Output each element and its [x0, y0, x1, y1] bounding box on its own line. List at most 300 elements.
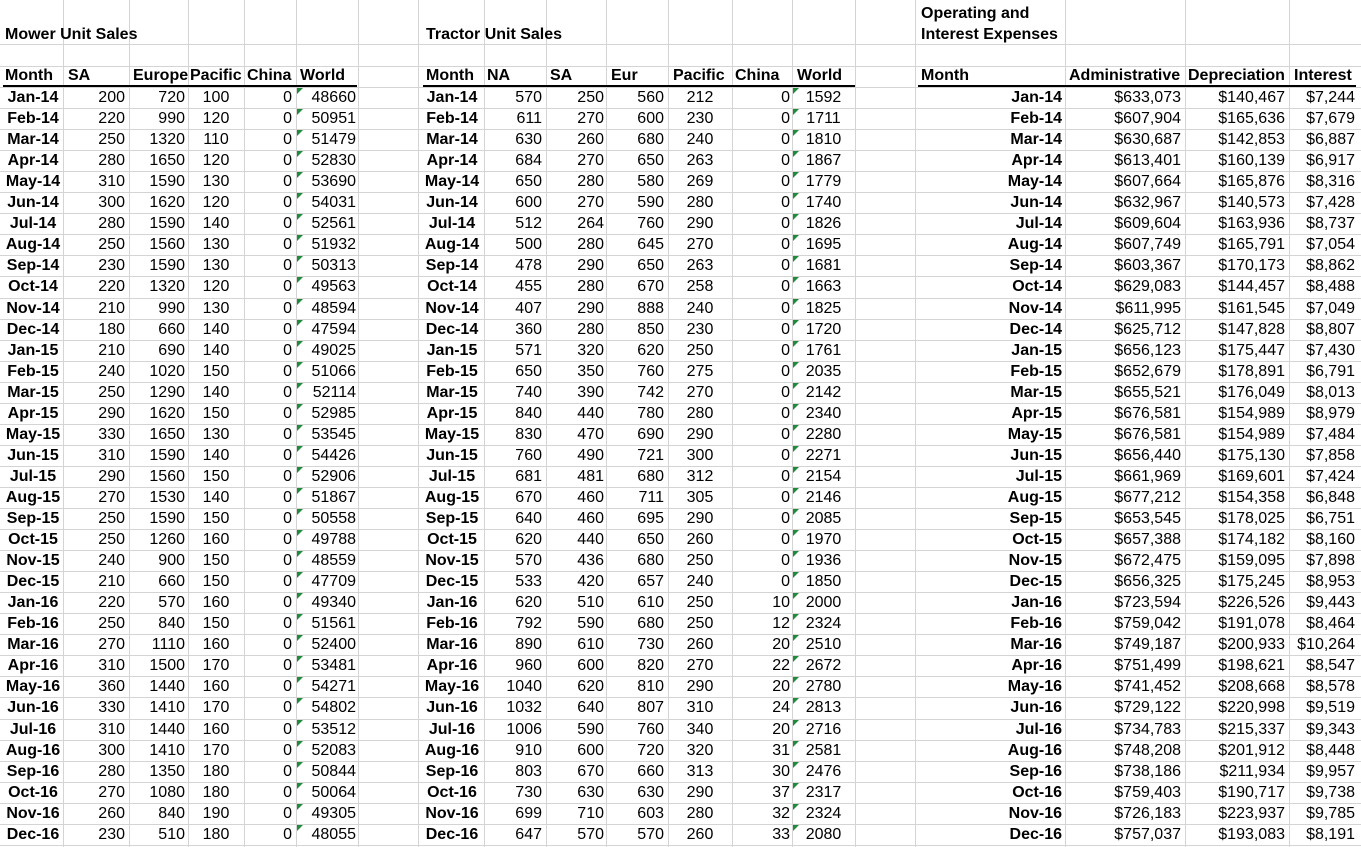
mower-cell[interactable]: 53690 — [311, 173, 356, 190]
mower-cell[interactable]: 250 — [98, 531, 125, 548]
tractor-cell[interactable]: Nov-16 — [425, 805, 479, 822]
tractor-cell[interactable]: 0 — [781, 215, 790, 232]
tractor-cell[interactable]: 684 — [515, 152, 542, 169]
tractor-cell[interactable]: 1711 — [806, 110, 841, 127]
expenses-cell[interactable]: May-14 — [1007, 173, 1062, 190]
expenses-cell[interactable]: $629,083 — [1114, 278, 1181, 295]
tractor-cell[interactable]: 260 — [577, 131, 604, 148]
tractor-cell[interactable]: 1867 — [805, 152, 842, 169]
expenses-cell[interactable]: $140,573 — [1218, 194, 1285, 211]
tractor-cell[interactable]: 2716 — [805, 721, 842, 738]
expenses-cell[interactable]: $169,601 — [1218, 468, 1285, 485]
mower-cell[interactable]: 660 — [158, 573, 185, 590]
mower-cell[interactable]: 1560 — [149, 236, 185, 253]
tractor-cell[interactable]: 250 — [686, 342, 714, 359]
expenses-cell[interactable]: Jul-14 — [1015, 215, 1062, 232]
expenses-cell[interactable]: $613,401 — [1114, 152, 1181, 169]
tractor-cell[interactable]: 960 — [515, 657, 542, 674]
mower-cell[interactable]: 1650 — [149, 426, 185, 443]
tractor-cell[interactable]: 2271 — [805, 447, 842, 464]
tractor-cell[interactable]: 2142 — [805, 384, 842, 401]
mower-cell[interactable]: 160 — [202, 636, 230, 653]
tractor-cell[interactable]: 650 — [515, 363, 542, 380]
mower-cell[interactable]: 1350 — [149, 763, 185, 780]
mower-cell[interactable]: 170 — [202, 699, 230, 716]
mower-cell[interactable]: 51479 — [311, 131, 356, 148]
tractor-cell[interactable]: 407 — [515, 300, 542, 317]
tractor-cell[interactable]: 560 — [637, 89, 664, 106]
expenses-cell[interactable]: $630,687 — [1114, 131, 1181, 148]
tractor-cell[interactable]: Jun-14 — [426, 194, 478, 211]
expenses-cell[interactable]: $8,464 — [1306, 615, 1355, 632]
tractor-cell[interactable]: 0 — [781, 489, 790, 506]
expenses-cell[interactable]: $653,545 — [1114, 510, 1181, 527]
expenses-cell[interactable]: $676,581 — [1114, 405, 1181, 422]
expenses-cell[interactable]: $226,526 — [1218, 594, 1285, 611]
tractor-cell[interactable]: 600 — [637, 110, 664, 127]
mower-cell[interactable]: 50064 — [311, 784, 356, 801]
mower-cell[interactable]: 180 — [202, 784, 230, 801]
tractor-cell[interactable]: Feb-16 — [426, 615, 478, 632]
tractor-cell[interactable]: 1826 — [805, 215, 842, 232]
expenses-cell[interactable]: $726,183 — [1114, 805, 1181, 822]
tractor-cell[interactable]: 280 — [686, 194, 714, 211]
tractor-cell[interactable]: 840 — [515, 405, 542, 422]
mower-cell[interactable]: Jun-14 — [7, 194, 59, 211]
expenses-cell[interactable]: $8,807 — [1306, 321, 1355, 338]
mower-cell[interactable]: Jul-15 — [9, 468, 57, 485]
tractor-cell[interactable]: 12 — [772, 615, 790, 632]
tractor-cell[interactable]: 680 — [637, 615, 664, 632]
expenses-cell[interactable]: $6,751 — [1306, 510, 1355, 527]
tractor-cell[interactable]: 2813 — [805, 699, 842, 716]
mower-cell[interactable]: 1650 — [149, 152, 185, 169]
tractor-cell[interactable]: Jan-16 — [426, 594, 478, 611]
expenses-cell[interactable]: $159,095 — [1218, 552, 1285, 569]
tractor-cell[interactable]: 0 — [781, 110, 790, 127]
expenses-cell[interactable]: Sep-15 — [1009, 510, 1062, 527]
mower-cell[interactable]: Aug-15 — [5, 489, 61, 506]
mower-cell[interactable]: 150 — [202, 363, 230, 380]
tractor-cell[interactable]: 611 — [516, 110, 542, 127]
mower-cell[interactable]: Mar-15 — [7, 384, 59, 401]
expenses-cell[interactable]: Jun-15 — [1010, 447, 1062, 464]
tractor-cell[interactable]: 680 — [637, 468, 664, 485]
mower-cell[interactable]: 50313 — [311, 257, 356, 274]
expenses-cell[interactable]: May-16 — [1007, 678, 1062, 695]
tractor-cell[interactable]: 280 — [577, 173, 604, 190]
tractor-cell[interactable]: 0 — [781, 447, 790, 464]
tractor-cell[interactable]: 263 — [686, 152, 714, 169]
tractor-cell[interactable]: Dec-16 — [425, 826, 479, 843]
expenses-cell[interactable]: $193,083 — [1218, 826, 1285, 843]
expenses-cell[interactable]: Sep-16 — [1009, 763, 1062, 780]
tractor-cell[interactable]: 680 — [637, 552, 664, 569]
tractor-cell[interactable]: 0 — [781, 342, 790, 359]
expenses-cell[interactable]: $748,208 — [1114, 742, 1181, 759]
mower-cell[interactable]: May-16 — [5, 678, 61, 695]
mower-cell[interactable]: 0 — [283, 278, 292, 295]
mower-cell[interactable]: 0 — [283, 615, 292, 632]
expenses-cell[interactable]: $757,037 — [1114, 826, 1181, 843]
mower-cell[interactable]: May-15 — [5, 426, 61, 443]
tractor-cell[interactable]: 630 — [515, 131, 542, 148]
tractor-cell[interactable]: 280 — [686, 405, 714, 422]
expenses-cell[interactable]: $729,122 — [1114, 699, 1181, 716]
mower-cell[interactable]: 1440 — [149, 678, 185, 695]
mower-cell[interactable]: 0 — [283, 573, 292, 590]
expenses-cell[interactable]: $607,749 — [1114, 236, 1181, 253]
tractor-cell[interactable]: 2080 — [805, 826, 842, 843]
tractor-cell[interactable]: 31 — [772, 742, 790, 759]
expenses-cell[interactable]: Jun-16 — [1010, 699, 1062, 716]
expenses-cell[interactable]: $8,316 — [1306, 173, 1355, 190]
expenses-cell[interactable]: $676,581 — [1114, 426, 1181, 443]
tractor-cell[interactable]: 721 — [637, 447, 664, 464]
mower-cell[interactable]: 0 — [283, 300, 292, 317]
expenses-cell[interactable]: Nov-15 — [1008, 552, 1062, 569]
tractor-cell[interactable]: 420 — [577, 573, 604, 590]
tractor-cell[interactable]: 1592 — [805, 89, 842, 106]
tractor-cell[interactable]: 760 — [637, 215, 664, 232]
expenses-cell[interactable]: $661,969 — [1114, 468, 1181, 485]
tractor-cell[interactable]: 312 — [686, 468, 714, 485]
mower-cell[interactable]: 54271 — [311, 678, 356, 695]
tractor-cell[interactable]: 910 — [515, 742, 542, 759]
tractor-cell[interactable]: Mar-16 — [426, 636, 478, 653]
mower-cell[interactable]: 1260 — [149, 531, 185, 548]
mower-cell[interactable]: 0 — [283, 510, 292, 527]
mower-cell[interactable]: 50844 — [311, 763, 356, 780]
mower-cell[interactable]: 220 — [98, 110, 125, 127]
mower-cell[interactable]: 50951 — [311, 110, 356, 127]
tractor-cell[interactable]: Jan-15 — [426, 342, 478, 359]
tractor-cell[interactable]: Feb-14 — [426, 110, 478, 127]
tractor-cell[interactable]: 470 — [577, 426, 604, 443]
tractor-cell[interactable]: 2035 — [805, 363, 842, 380]
tractor-cell[interactable]: 1810 — [805, 131, 842, 148]
tractor-cell[interactable]: Apr-16 — [426, 657, 478, 674]
mower-cell[interactable]: Aug-14 — [5, 236, 61, 253]
tractor-cell[interactable]: 620 — [577, 678, 604, 695]
mower-cell[interactable]: 120 — [202, 110, 230, 127]
tractor-cell[interactable]: 740 — [515, 384, 542, 401]
mower-cell[interactable]: 130 — [202, 300, 230, 317]
tractor-cell[interactable]: 640 — [515, 510, 542, 527]
tractor-cell[interactable]: 440 — [577, 405, 604, 422]
mower-cell[interactable]: 110 — [203, 131, 229, 148]
mower-cell[interactable]: 0 — [283, 89, 292, 106]
tractor-cell[interactable]: 240 — [686, 300, 714, 317]
expenses-cell[interactable]: $220,998 — [1218, 699, 1285, 716]
tractor-cell[interactable]: 0 — [781, 89, 790, 106]
expenses-cell[interactable]: Oct-16 — [1012, 784, 1062, 801]
tractor-cell[interactable]: 250 — [686, 615, 714, 632]
expenses-cell[interactable]: $7,484 — [1306, 426, 1355, 443]
mower-cell[interactable]: 270 — [98, 784, 125, 801]
tractor-cell[interactable]: 0 — [781, 194, 790, 211]
mower-cell[interactable]: 140 — [202, 321, 230, 338]
mower-cell[interactable]: 160 — [202, 531, 230, 548]
expenses-cell[interactable]: $7,244 — [1306, 89, 1355, 106]
expenses-cell[interactable]: $191,078 — [1218, 615, 1285, 632]
tractor-cell[interactable]: 350 — [577, 363, 604, 380]
expenses-cell[interactable]: $8,488 — [1306, 278, 1355, 295]
tractor-cell[interactable]: 478 — [515, 257, 542, 274]
tractor-cell[interactable]: 20 — [772, 636, 790, 653]
tractor-cell[interactable]: 0 — [781, 278, 790, 295]
tractor-cell[interactable]: 250 — [686, 552, 714, 569]
tractor-cell[interactable]: Feb-15 — [426, 363, 478, 380]
mower-cell[interactable]: Sep-15 — [6, 510, 60, 527]
tractor-cell[interactable]: 660 — [637, 763, 664, 780]
mower-cell[interactable]: 180 — [98, 321, 125, 338]
expenses-cell[interactable]: $140,467 — [1218, 89, 1285, 106]
mower-cell[interactable]: 150 — [202, 552, 230, 569]
tractor-cell[interactable]: 270 — [577, 152, 604, 169]
tractor-cell[interactable]: 390 — [577, 384, 604, 401]
mower-cell[interactable]: 1110 — [151, 636, 185, 653]
mower-cell[interactable]: Feb-14 — [7, 110, 59, 127]
mower-cell[interactable]: 140 — [202, 384, 230, 401]
mower-cell[interactable]: 52830 — [311, 152, 356, 169]
mower-cell[interactable]: 54031 — [311, 194, 356, 211]
expenses-cell[interactable]: $147,828 — [1218, 321, 1285, 338]
expenses-cell[interactable]: $655,521 — [1114, 384, 1181, 401]
tractor-cell[interactable]: 2324 — [805, 805, 842, 822]
tractor-cell[interactable]: 650 — [637, 257, 664, 274]
tractor-cell[interactable]: 590 — [577, 615, 604, 632]
expenses-cell[interactable]: $7,428 — [1306, 194, 1355, 211]
expenses-cell[interactable]: $625,712 — [1114, 321, 1181, 338]
expenses-cell[interactable]: $656,440 — [1114, 447, 1181, 464]
tractor-cell[interactable]: 1779 — [805, 173, 842, 190]
tractor-cell[interactable]: 670 — [637, 278, 664, 295]
mower-cell[interactable]: 0 — [283, 384, 292, 401]
mower-cell[interactable]: 53545 — [311, 426, 356, 443]
expenses-cell[interactable]: $632,967 — [1114, 194, 1181, 211]
tractor-cell[interactable]: 650 — [515, 173, 542, 190]
expenses-cell[interactable]: $8,191 — [1306, 826, 1355, 843]
mower-cell[interactable]: 0 — [283, 173, 292, 190]
expenses-cell[interactable]: Mar-16 — [1010, 636, 1062, 653]
tractor-cell[interactable]: 590 — [637, 194, 664, 211]
tractor-cell[interactable]: 610 — [577, 636, 604, 653]
mower-cell[interactable]: 51932 — [311, 236, 356, 253]
expenses-cell[interactable]: $175,130 — [1218, 447, 1285, 464]
mower-cell[interactable]: 49025 — [311, 342, 356, 359]
mower-cell[interactable]: 0 — [283, 742, 292, 759]
mower-cell[interactable]: 1590 — [149, 447, 185, 464]
tractor-cell[interactable]: Jul-14 — [428, 215, 476, 232]
tractor-cell[interactable]: 280 — [577, 321, 604, 338]
expenses-cell[interactable]: $8,862 — [1306, 257, 1355, 274]
tractor-cell[interactable]: 1681 — [805, 257, 842, 274]
tractor-cell[interactable]: 1695 — [805, 236, 842, 253]
tractor-cell[interactable]: 0 — [781, 257, 790, 274]
tractor-cell[interactable]: 290 — [577, 300, 604, 317]
expenses-cell[interactable]: Jul-15 — [1015, 468, 1062, 485]
tractor-cell[interactable]: 2317 — [805, 784, 842, 801]
mower-cell[interactable]: 330 — [98, 426, 125, 443]
expenses-cell[interactable]: Jul-16 — [1015, 721, 1062, 738]
mower-cell[interactable]: 990 — [158, 300, 185, 317]
tractor-cell[interactable]: 647 — [515, 826, 542, 843]
expenses-cell[interactable]: $751,499 — [1114, 657, 1181, 674]
mower-cell[interactable]: Nov-16 — [6, 805, 60, 822]
mower-cell[interactable]: 160 — [202, 678, 230, 695]
tractor-cell[interactable]: 0 — [781, 468, 790, 485]
tractor-cell[interactable]: 888 — [637, 300, 664, 317]
tractor-cell[interactable]: 730 — [637, 636, 664, 653]
expenses-cell[interactable]: $144,457 — [1218, 278, 1285, 295]
mower-cell[interactable]: 250 — [98, 384, 125, 401]
expenses-cell[interactable]: $8,160 — [1306, 531, 1355, 548]
mower-cell[interactable]: 0 — [283, 763, 292, 780]
tractor-cell[interactable]: Dec-15 — [425, 573, 479, 590]
tractor-cell[interactable]: 290 — [686, 426, 714, 443]
tractor-cell[interactable]: 657 — [637, 573, 664, 590]
tractor-cell[interactable]: 2324 — [805, 615, 842, 632]
tractor-cell[interactable]: 481 — [577, 468, 604, 485]
tractor-cell[interactable]: 807 — [637, 699, 664, 716]
tractor-cell[interactable]: 33 — [772, 826, 790, 843]
tractor-cell[interactable]: 0 — [781, 426, 790, 443]
mower-cell[interactable]: 150 — [202, 405, 230, 422]
expenses-cell[interactable]: $178,891 — [1218, 363, 1285, 380]
mower-cell[interactable]: 0 — [283, 363, 292, 380]
tractor-cell[interactable]: 270 — [577, 110, 604, 127]
tractor-cell[interactable]: Jun-16 — [426, 699, 478, 716]
mower-cell[interactable]: 1410 — [149, 699, 185, 716]
expenses-cell[interactable]: $8,953 — [1306, 573, 1355, 590]
tractor-cell[interactable]: 1740 — [805, 194, 842, 211]
mower-cell[interactable]: 0 — [283, 426, 292, 443]
tractor-cell[interactable]: 0 — [781, 152, 790, 169]
mower-cell[interactable]: 900 — [158, 552, 185, 569]
mower-cell[interactable]: 49305 — [311, 805, 356, 822]
tractor-cell[interactable]: 650 — [637, 152, 664, 169]
tractor-cell[interactable]: 360 — [515, 321, 542, 338]
tractor-cell[interactable]: 440 — [577, 531, 604, 548]
mower-cell[interactable]: 1320 — [149, 278, 185, 295]
tractor-cell[interactable]: 512 — [515, 215, 542, 232]
tractor-cell[interactable]: 270 — [686, 657, 714, 674]
mower-cell[interactable]: 1590 — [149, 215, 185, 232]
tractor-cell[interactable]: 681 — [515, 468, 542, 485]
expenses-cell[interactable]: $677,212 — [1114, 489, 1181, 506]
tractor-cell[interactable]: May-16 — [424, 678, 480, 695]
expenses-cell[interactable]: $759,042 — [1114, 615, 1181, 632]
mower-cell[interactable]: 49563 — [311, 278, 356, 295]
expenses-cell[interactable]: $175,447 — [1218, 342, 1285, 359]
tractor-cell[interactable]: 670 — [577, 763, 604, 780]
expenses-cell[interactable]: Feb-15 — [1010, 363, 1062, 380]
tractor-cell[interactable]: 2780 — [805, 678, 842, 695]
mower-cell[interactable]: 0 — [283, 636, 292, 653]
tractor-cell[interactable]: 620 — [515, 531, 542, 548]
tractor-cell[interactable]: 2672 — [805, 657, 842, 674]
tractor-cell[interactable]: 533 — [515, 573, 542, 590]
mower-cell[interactable]: 160 — [202, 721, 230, 738]
tractor-cell[interactable]: 570 — [637, 826, 664, 843]
tractor-cell[interactable]: May-14 — [424, 173, 480, 190]
expenses-cell[interactable]: Jun-14 — [1010, 194, 1062, 211]
expenses-cell[interactable]: Dec-15 — [1009, 573, 1062, 590]
mower-cell[interactable]: 50558 — [311, 510, 356, 527]
tractor-cell[interactable]: 320 — [686, 742, 714, 759]
expenses-cell[interactable]: Apr-15 — [1011, 405, 1062, 422]
tractor-cell[interactable]: 0 — [781, 173, 790, 190]
tractor-cell[interactable]: Aug-15 — [424, 489, 480, 506]
tractor-cell[interactable]: Oct-15 — [427, 531, 477, 548]
mower-cell[interactable]: 51066 — [311, 363, 356, 380]
mower-cell[interactable]: 1290 — [149, 384, 185, 401]
mower-cell[interactable]: 210 — [98, 342, 125, 359]
mower-cell[interactable]: 0 — [283, 194, 292, 211]
expenses-cell[interactable]: Nov-14 — [1008, 300, 1062, 317]
tractor-cell[interactable]: 0 — [781, 552, 790, 569]
mower-cell[interactable]: Mar-16 — [7, 636, 59, 653]
expenses-cell[interactable]: $672,475 — [1114, 552, 1181, 569]
tractor-cell[interactable]: 290 — [686, 510, 714, 527]
tractor-cell[interactable]: 630 — [637, 784, 664, 801]
mower-cell[interactable]: 0 — [283, 784, 292, 801]
expenses-cell[interactable]: $161,545 — [1218, 300, 1285, 317]
tractor-cell[interactable]: 280 — [577, 236, 604, 253]
expenses-cell[interactable]: $6,917 — [1306, 152, 1355, 169]
expenses-cell[interactable]: Feb-16 — [1010, 615, 1062, 632]
mower-cell[interactable]: 47594 — [311, 321, 356, 338]
expenses-cell[interactable]: $200,933 — [1218, 636, 1285, 653]
mower-cell[interactable]: 1590 — [149, 257, 185, 274]
tractor-cell[interactable]: 820 — [637, 657, 664, 674]
mower-cell[interactable]: Jan-15 — [7, 342, 59, 359]
tractor-cell[interactable]: 260 — [686, 531, 714, 548]
tractor-cell[interactable]: 0 — [781, 531, 790, 548]
mower-cell[interactable]: 1410 — [149, 742, 185, 759]
mower-cell[interactable]: Nov-15 — [6, 552, 60, 569]
tractor-cell[interactable]: 640 — [577, 699, 604, 716]
mower-cell[interactable]: 49788 — [311, 531, 356, 548]
tractor-cell[interactable]: Sep-15 — [425, 510, 479, 527]
mower-cell[interactable]: 1530 — [149, 489, 185, 506]
mower-cell[interactable]: 660 — [158, 321, 185, 338]
expenses-cell[interactable]: $7,424 — [1306, 468, 1355, 485]
tractor-cell[interactable]: 1936 — [805, 552, 842, 569]
expenses-cell[interactable]: $201,912 — [1218, 742, 1285, 759]
expenses-cell[interactable]: $174,182 — [1218, 531, 1285, 548]
expenses-cell[interactable]: $198,621 — [1218, 657, 1285, 674]
tractor-cell[interactable]: 0 — [781, 510, 790, 527]
expenses-cell[interactable]: $7,858 — [1306, 447, 1355, 464]
mower-cell[interactable]: 120 — [202, 152, 230, 169]
mower-cell[interactable]: 280 — [98, 152, 125, 169]
mower-cell[interactable]: 150 — [202, 510, 230, 527]
mower-cell[interactable]: 0 — [283, 657, 292, 674]
tractor-cell[interactable]: Mar-15 — [426, 384, 478, 401]
tractor-cell[interactable]: 1970 — [805, 531, 842, 548]
expenses-cell[interactable]: $607,664 — [1114, 173, 1181, 190]
tractor-cell[interactable]: 1825 — [805, 300, 842, 317]
mower-cell[interactable]: 140 — [202, 489, 230, 506]
mower-cell[interactable]: 570 — [158, 594, 185, 611]
tractor-cell[interactable]: 610 — [637, 594, 664, 611]
expenses-cell[interactable]: $9,957 — [1306, 763, 1355, 780]
expenses-cell[interactable]: $6,887 — [1306, 131, 1355, 148]
tractor-cell[interactable]: 1720 — [805, 321, 842, 338]
mower-cell[interactable]: 1020 — [149, 363, 185, 380]
